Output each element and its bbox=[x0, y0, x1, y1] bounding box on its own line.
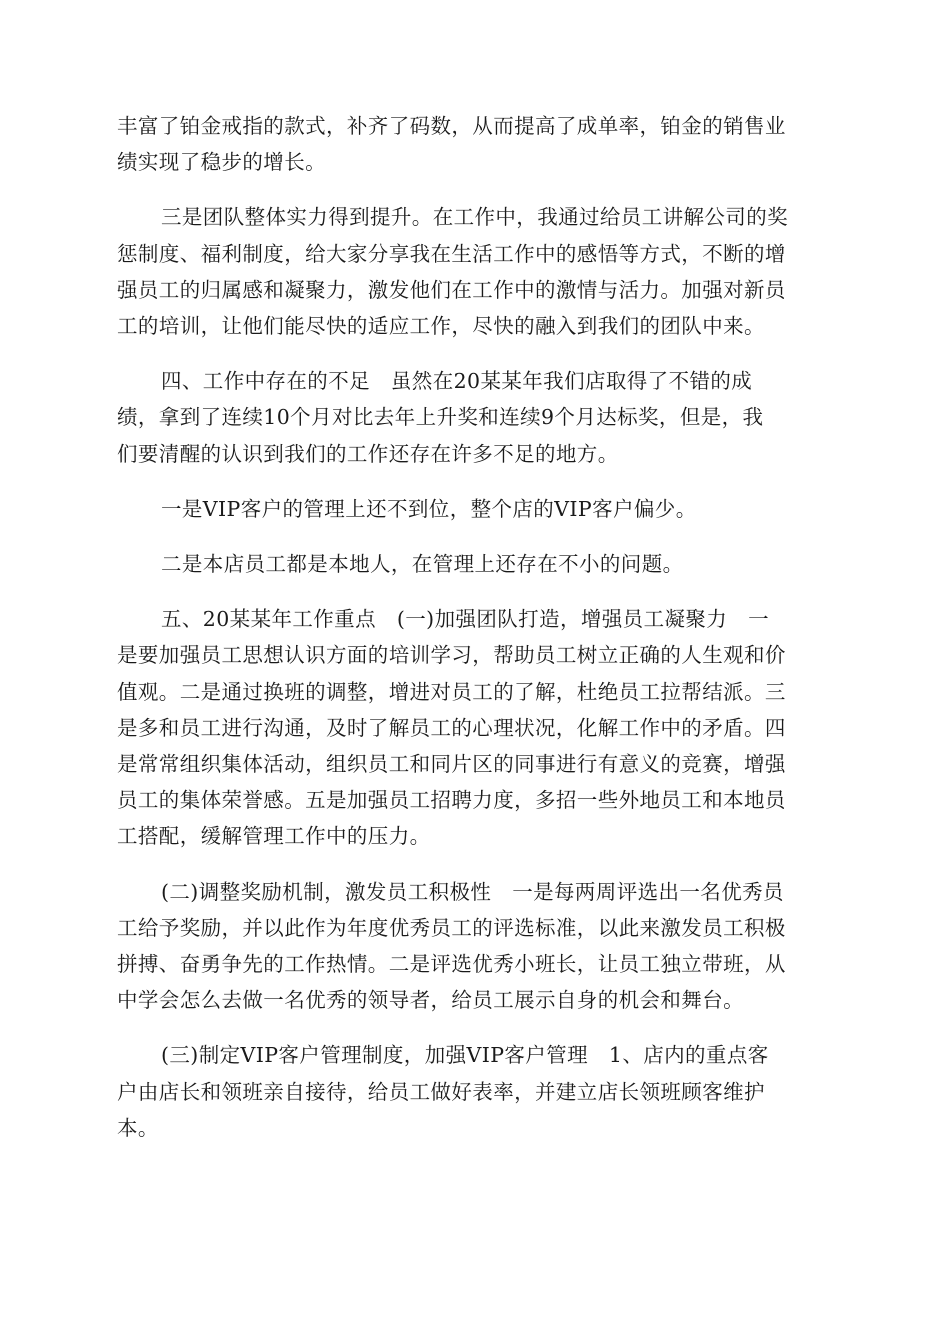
text-line: 惩制度、福利制度，给大家分享我在生活工作中的感悟等方式，不断的增 bbox=[117, 241, 786, 266]
text-line: 绩，拿到了连续10个月对比去年上升奖和连续9个月达标奖，但是，我 bbox=[117, 405, 764, 430]
text-line: 是常常组织集体活动，组织员工和同片区的同事进行有意义的竞赛，增强 bbox=[117, 752, 786, 777]
text-line: 们要清醒的认识到我们的工作还存在许多不足的地方。 bbox=[117, 441, 619, 466]
paragraph-vip-issue bbox=[117, 491, 833, 527]
text-line: 拼搏、奋勇争先的工作热情。二是评选优秀小班长，让员工独立带班，从 bbox=[117, 952, 786, 977]
text-line: 是多和员工进行沟通，及时了解员工的心理状况，化解工作中的矛盾。四 bbox=[117, 715, 786, 740]
text-line: (三)制定VIP客户管理制度，加强VIP客户管理 1、店内的重点客 bbox=[161, 1043, 769, 1068]
paragraph-vip-management bbox=[117, 1037, 833, 1146]
text-line: 户由店长和领班亲自接待，给员工做好表率，并建立店长领班顾客维护 bbox=[117, 1079, 765, 1104]
text-line: 二是本店员工都是本地人，在管理上还存在不小的问题。 bbox=[161, 552, 684, 577]
paragraph-shortcomings bbox=[117, 363, 833, 472]
text-line: 五、20某某年工作重点 (一)加强团队打造，增强员工凝聚力 一 bbox=[161, 607, 769, 632]
text-line: 四、工作中存在的不足 虽然在20某某年我们店取得了不错的成 bbox=[161, 369, 753, 394]
text-line: 绩实现了稳步的增长。 bbox=[117, 150, 326, 175]
text-line: 值观。二是通过换班的调整，增进对员工的了解，杜绝员工拉帮结派。三 bbox=[117, 679, 786, 704]
text-line: 中学会怎么去做一名优秀的领导者，给员工展示自身的机会和舞台。 bbox=[117, 988, 744, 1013]
text-line: 工给予奖励，并以此作为年度优秀员工的评选标准，以此来激发员工积极 bbox=[117, 915, 786, 940]
text-line: 三是团队整体实力得到提升。在工作中，我通过给员工讲解公司的奖 bbox=[161, 205, 788, 230]
text-line: 丰富了铂金戒指的款式，补齐了码数，从而提高了成单率，铂金的销售业 bbox=[117, 114, 786, 138]
paragraph-local-staff-issue bbox=[117, 546, 833, 582]
text-line: 强员工的归属感和凝聚力，激发他们在工作中的激情与活力。加强对新员 bbox=[117, 277, 786, 302]
text-line: 员工的集体荣誉感。五是加强员工招聘力度，多招一些外地员工和本地员 bbox=[117, 788, 786, 813]
paragraph-work-focus bbox=[117, 601, 833, 854]
text-line: 一是VIP客户的管理上还不到位，整个店的VIP客户偏少。 bbox=[161, 496, 697, 521]
text-line: 本。 bbox=[117, 1115, 159, 1140]
text-line: 工搭配，缓解管理工作中的压力。 bbox=[117, 824, 431, 849]
paragraph-team-strength bbox=[117, 199, 833, 344]
paragraph-reward-mechanism bbox=[117, 874, 833, 1019]
document-body bbox=[117, 108, 833, 1165]
text-line: 是要加强员工思想认识方面的培训学习，帮助员工树立正确的人生观和价 bbox=[117, 643, 786, 668]
text-line: 工的培训，让他们能尽快的适应工作，尽快的融入到我们的团队中来。 bbox=[117, 314, 765, 339]
text-line: (二)调整奖励机制，激发员工积极性 一是每两周评选出一名优秀员 bbox=[161, 879, 784, 904]
paragraph-platinum-sales bbox=[117, 108, 833, 180]
